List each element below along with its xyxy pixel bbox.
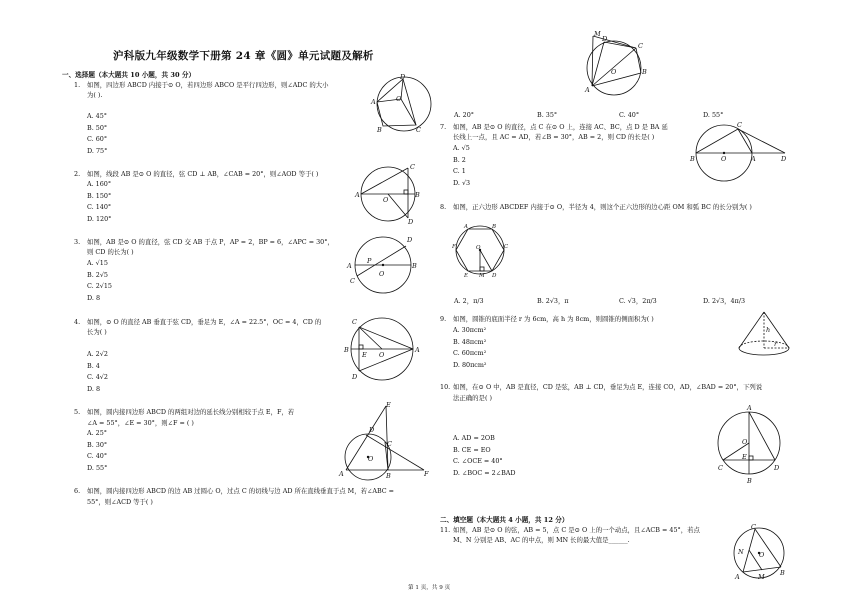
q3-label-a: A bbox=[347, 262, 352, 270]
q5-stem-line1: 如图，圆内接四边形 ABCD 的两组对边的延长线分别相较于点 E，F，若 bbox=[87, 408, 295, 416]
q8-label-e: E bbox=[464, 273, 469, 278]
q3-stem-line1: 如图，AB 是⊙ O 的直径，弦 CD 交 AB 于点 P，AP = 2，BP = 6，∠APC = 30°， bbox=[87, 238, 334, 246]
q2-option-d[interactable]: D. 120° bbox=[87, 214, 112, 223]
q4-figure bbox=[342, 313, 422, 385]
q11-label-a: A bbox=[735, 573, 740, 581]
q8-label-o: O bbox=[476, 245, 481, 251]
q1-stem-line2: 为( ). bbox=[87, 91, 103, 99]
q6-stem-line2: 55°，则∠ACD 等于( ) bbox=[87, 498, 153, 506]
q10-label-o: O bbox=[742, 438, 748, 446]
q1-label-c: C bbox=[416, 126, 421, 134]
q6-option-a[interactable]: A. 20° bbox=[454, 111, 475, 119]
q3-stem-line2: 则 CD 的长为( ) bbox=[87, 248, 134, 256]
q2-stem-line1: 如图，线段 AB 是⊙ O 的直径，弦 CD ⊥ AB，∠CAB = 20°，则∠AOD 等于( ) bbox=[87, 170, 319, 178]
q3-figure bbox=[345, 232, 421, 296]
q3-option-c[interactable]: C. 2√15 bbox=[87, 282, 112, 291]
q10-label-c: C bbox=[718, 464, 723, 472]
q10-number: 10. bbox=[440, 383, 451, 391]
q7-option-a[interactable]: A. √5 bbox=[453, 144, 470, 152]
q3-label-c: C bbox=[350, 277, 355, 285]
q9-figure bbox=[734, 308, 794, 360]
q1-number: 1. bbox=[74, 81, 81, 89]
q11-stem-line2: M、N 分别是 AB、AC 的中点，则 MN 长的最大值是______. bbox=[453, 536, 630, 544]
q1-option-b[interactable]: B. 50° bbox=[87, 123, 108, 132]
q10-diagram bbox=[718, 412, 780, 474]
q3-number: 3. bbox=[74, 238, 81, 246]
q10-option-a[interactable]: A. AD = 2OB bbox=[453, 434, 495, 442]
q10-stem-line1: 如图，在⊙ O 中，AB 是直径，CD 是弦，AB ⊥ CD，垂足为点 E，连接 CO，AD，∠BAD = 20°，下列说 bbox=[453, 383, 763, 391]
q1-label-a: A bbox=[371, 98, 376, 106]
q6-option-d[interactable]: D. 55° bbox=[703, 111, 724, 119]
q7-figure bbox=[688, 117, 788, 183]
q7-options bbox=[453, 143, 470, 189]
q8-option-b[interactable]: B. 2√3，π bbox=[537, 297, 569, 305]
q11-figure bbox=[729, 523, 787, 583]
q8-label-m: M bbox=[479, 273, 485, 278]
q1-option-d[interactable]: D. 75° bbox=[87, 146, 108, 155]
q3-option-d[interactable]: D. 8 bbox=[87, 293, 101, 302]
q7-stem-line1: 如图，AB 是⊙ O 的直径，点 C 在⊙ O 上，连接 AC、BC，点 D 是 BA 延 bbox=[453, 123, 668, 131]
q3-label-o: O bbox=[379, 270, 385, 278]
q2-option-a[interactable]: A. 160° bbox=[87, 180, 112, 188]
q8-label-d: D bbox=[492, 273, 497, 278]
q7-option-c[interactable]: C. 1 bbox=[453, 167, 466, 176]
q8-label-b: B bbox=[492, 224, 497, 230]
q5-option-a[interactable]: A. 25° bbox=[87, 429, 108, 437]
q2-figure bbox=[354, 163, 420, 225]
q7-number: 7. bbox=[440, 123, 447, 131]
q11-label-n: N bbox=[738, 548, 744, 556]
q7-stem-line2: 长线上一点，且 AC = AD，若∠B = 30°，AB = 2，则 CD 的长是( ) bbox=[453, 133, 655, 141]
q4-label-e: E bbox=[362, 351, 367, 359]
q6-diagram bbox=[587, 36, 641, 95]
q8-option-c[interactable]: C. √3，2π/3 bbox=[619, 297, 657, 305]
q5-label-a: A bbox=[339, 470, 344, 478]
q8-stem-line1: 如图，正六边形 ABCDEF 内接于⊙ O，半径为 4，则这个正六边形的边心距 OM 和弧 BC 的长分别为( ) bbox=[453, 203, 752, 211]
q8-label-a: A bbox=[464, 224, 468, 230]
page-title: 沪科版九年级数学下册第 24 章《圆》单元试题及解析 bbox=[113, 50, 374, 62]
q5-label-c: C bbox=[387, 440, 392, 448]
q2-label-o: O bbox=[383, 196, 389, 204]
q8-option-a[interactable]: A. 2，π/3 bbox=[454, 297, 484, 305]
q10-label-b: B bbox=[747, 477, 752, 485]
q10-option-d[interactable]: D. ∠BOC = 2∠BAD bbox=[453, 468, 516, 477]
q7-option-b[interactable]: B. 2 bbox=[453, 155, 466, 164]
q6-label-m: M bbox=[594, 30, 601, 38]
q2-number: 2. bbox=[74, 170, 81, 178]
q5-diagram bbox=[345, 406, 424, 480]
q11-label-o: O bbox=[759, 551, 765, 559]
q6-label-o: O bbox=[611, 68, 617, 76]
q1-label-d: D bbox=[400, 74, 406, 81]
q10-option-b[interactable]: B. CE = EO bbox=[453, 445, 491, 454]
q1-option-c[interactable]: C. 60° bbox=[87, 135, 108, 144]
q4-option-b[interactable]: B. 4 bbox=[87, 361, 100, 370]
q1-stem-line1: 如图，四边形 ABCD 内接于⊙ O，若四边形 ABCO 是平行四边形，则∠ADC 的大小 bbox=[87, 81, 329, 89]
q1-options bbox=[87, 111, 107, 157]
q9-option-c[interactable]: C. 60πcm² bbox=[453, 349, 487, 358]
q7-diagram bbox=[696, 125, 785, 181]
q11-label-c: C bbox=[751, 523, 756, 531]
q2-label-c: C bbox=[410, 163, 415, 171]
q7-label-o: O bbox=[721, 155, 727, 163]
q4-label-d: D bbox=[352, 373, 358, 381]
q6-label-a: A bbox=[585, 86, 590, 94]
q10-options bbox=[453, 433, 516, 479]
q3-diagram bbox=[355, 237, 411, 293]
q9-number: 9. bbox=[440, 315, 447, 323]
q11-number: 11. bbox=[440, 526, 451, 534]
q9-diagram bbox=[739, 312, 789, 355]
q1-figure bbox=[362, 74, 436, 134]
q3-label-p: P bbox=[367, 257, 372, 265]
q4-diagram bbox=[351, 318, 413, 380]
q5-figure bbox=[334, 400, 434, 484]
q6-number: 6. bbox=[74, 487, 81, 495]
q5-label-d: D bbox=[369, 426, 375, 434]
q9-options bbox=[453, 325, 487, 371]
q4-stem-line1: 如图，⊙ O 的直径 AB 垂直于弦 CD，垂足为 E，∠A = 22.5°，OC = 4，CD 的 bbox=[87, 318, 322, 326]
q4-label-a: A bbox=[415, 346, 420, 354]
q8-label-c: C bbox=[504, 244, 508, 250]
q1-label-b: B bbox=[377, 126, 382, 134]
q5-option-d[interactable]: D. 55° bbox=[87, 463, 108, 472]
q9-option-d[interactable]: D. 80πcm² bbox=[453, 360, 487, 369]
q3-label-d: D bbox=[407, 236, 413, 244]
q2-label-a: A bbox=[355, 191, 360, 199]
q4-option-d[interactable]: D. 8 bbox=[87, 384, 101, 393]
q4-label-c: C bbox=[352, 318, 357, 326]
q3-option-b[interactable]: B. 2√5 bbox=[87, 270, 108, 279]
q1-option-a[interactable]: A. 45° bbox=[87, 112, 108, 120]
q2-options bbox=[87, 179, 111, 225]
q10-option-c[interactable]: C. ∠OCE = 40° bbox=[453, 457, 503, 466]
q4-stem-line2: 长为( ) bbox=[87, 328, 107, 336]
q9-option-b[interactable]: B. 48πcm² bbox=[453, 337, 487, 346]
q9-label-r: r bbox=[774, 340, 778, 348]
q2-option-b[interactable]: B. 150° bbox=[87, 191, 112, 200]
q1-diagram bbox=[377, 77, 431, 131]
q9-label-h: h bbox=[766, 326, 771, 334]
q7-label-a: A bbox=[751, 155, 756, 163]
q4-options bbox=[87, 349, 108, 395]
q3-options bbox=[87, 258, 112, 304]
q10-label-e: E bbox=[742, 453, 747, 461]
q5-label-b: B bbox=[386, 472, 391, 480]
q11-label-m: M bbox=[758, 573, 765, 581]
q10-stem-line2: 法正确的是( ) bbox=[453, 394, 492, 402]
q6-stem-line1: 如图，圆内接四边形 ABCD 的边 AB 过圆心 O，过点 C 的切线与边 AD 所在直线垂直于点 M，若∠ABC = bbox=[87, 487, 395, 495]
q4-option-a[interactable]: A. 2√2 bbox=[87, 350, 108, 358]
q4-number: 4. bbox=[74, 318, 81, 326]
q8-number: 8. bbox=[440, 203, 447, 211]
q10-label-d: D bbox=[774, 464, 780, 472]
q8-figure bbox=[452, 218, 508, 278]
q2-option-c[interactable]: C. 140° bbox=[87, 203, 112, 212]
q4-label-o: O bbox=[379, 351, 385, 359]
q6-label-b: B bbox=[642, 68, 647, 76]
q5-option-c[interactable]: C. 40° bbox=[87, 452, 108, 461]
q7-option-d[interactable]: D. √3 bbox=[453, 178, 471, 187]
q6-figure bbox=[578, 28, 652, 100]
q1-label-o: O bbox=[396, 95, 402, 103]
q5-option-b[interactable]: B. 30° bbox=[87, 440, 108, 449]
q6-option-c[interactable]: C. 40° bbox=[619, 111, 640, 119]
section-choice-heading: 一、选择题（本大题共 10 小题，共 30 分） bbox=[62, 71, 196, 79]
q10-figure bbox=[716, 400, 782, 486]
page-footer: 第 1 页，共 9 页 bbox=[408, 585, 451, 591]
q5-label-e: E bbox=[386, 401, 391, 409]
q11-stem-line1: 如图，AB 是⊙ O 的弦，AB = 5，点 C 是⊙ O 上的一个动点，且∠ACB = 45°，若点 bbox=[453, 526, 700, 534]
q4-label-b: B bbox=[344, 346, 349, 354]
q8-label-f: F bbox=[452, 244, 456, 250]
q6-label-c: C bbox=[638, 42, 643, 50]
q10-label-a: A bbox=[747, 404, 752, 412]
q4-option-c[interactable]: C. 4√2 bbox=[87, 373, 108, 382]
q7-label-d: D bbox=[781, 155, 787, 163]
section-fill-heading: 二、填空题（本大题共 4 小题，共 12 分） bbox=[440, 516, 569, 524]
q5-label-o: O bbox=[368, 455, 374, 463]
q2-label-b: B bbox=[415, 191, 420, 199]
q2-label-d: D bbox=[408, 218, 414, 225]
q2-diagram bbox=[361, 167, 415, 221]
q5-number: 5. bbox=[74, 408, 81, 416]
q5-options bbox=[87, 428, 107, 474]
q9-option-a[interactable]: A. 30πcm² bbox=[453, 326, 487, 334]
q6-label-d: D bbox=[602, 35, 608, 43]
q3-option-a[interactable]: A. √15 bbox=[87, 259, 108, 267]
q5-label-f: F bbox=[424, 470, 429, 478]
q7-label-c: C bbox=[737, 121, 742, 129]
q9-stem-line1: 如图，圆锥的底面半径 r 为 6cm，高 h 为 8cm，则圆锥的侧面积为( ) bbox=[453, 315, 654, 323]
q7-label-b: B bbox=[690, 155, 695, 163]
q8-option-d[interactable]: D. 2√3，4π/3 bbox=[703, 297, 746, 305]
q11-label-b: B bbox=[780, 569, 785, 577]
q6-option-b[interactable]: B. 35° bbox=[537, 111, 558, 119]
q5-stem-line2: ∠A = 55°，∠E = 30°，则∠F = ( ) bbox=[87, 419, 194, 427]
q3-label-b: B bbox=[412, 262, 417, 270]
